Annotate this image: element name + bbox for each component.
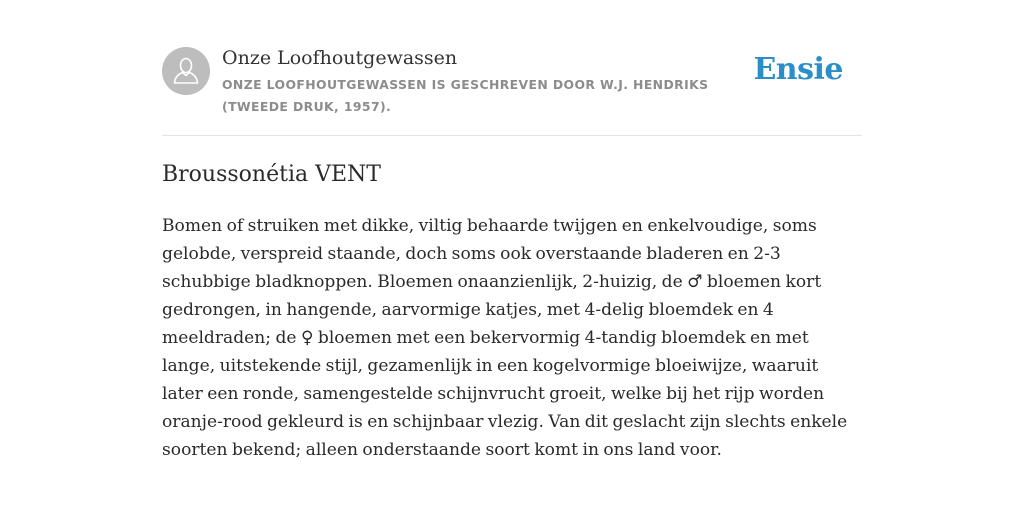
author-avatar[interactable]: [162, 47, 210, 95]
source-title[interactable]: Onze Loofhoutgewassen: [222, 47, 458, 69]
ensie-logo-link[interactable]: Ensie: [753, 52, 843, 87]
user-silhouette-icon: [162, 47, 210, 95]
entry-title: Broussonétia VENT: [162, 162, 381, 187]
entry-card: [162, 44, 862, 460]
source-info: [222, 44, 752, 118]
entry-body: Bomen of struiken met dikke, viltig behaarde twijgen en enkelvoudige, soms gelobde, verspreid staande, doch soms ook overstaande bladeren en 2-3 schubbige bladknoppen. Bloemen onaanzienlijk, 2-huizig, de ♂ bloemen kort gedrongen, in hangende, aarvormige katjes, met 4-delig bloemdek en 4 meeldraden; de ♀ bloemen met een bekervormig 4-tandig bloemdek en met lange, uitstekende stijl, gezamenlijk in een kogelvormige bloeiwijze, waaruit later een ronde, samengestelde schijnvrucht groeit, welke bij het rijp worden oranje-rood gekleurd is en schijnbaar vlezig. Van dit geslacht zijn slechts enkele soorten bekend; alleen onderstaande soort komt in ons land voor.: [162, 216, 848, 460]
source-description: ONZE LOOFHOUTGEWASSEN IS GESCHREVEN DOOR W.J. HENDRIKS (TWEEDE DRUK, 1957).: [222, 77, 709, 114]
entry-header: [162, 44, 862, 136]
